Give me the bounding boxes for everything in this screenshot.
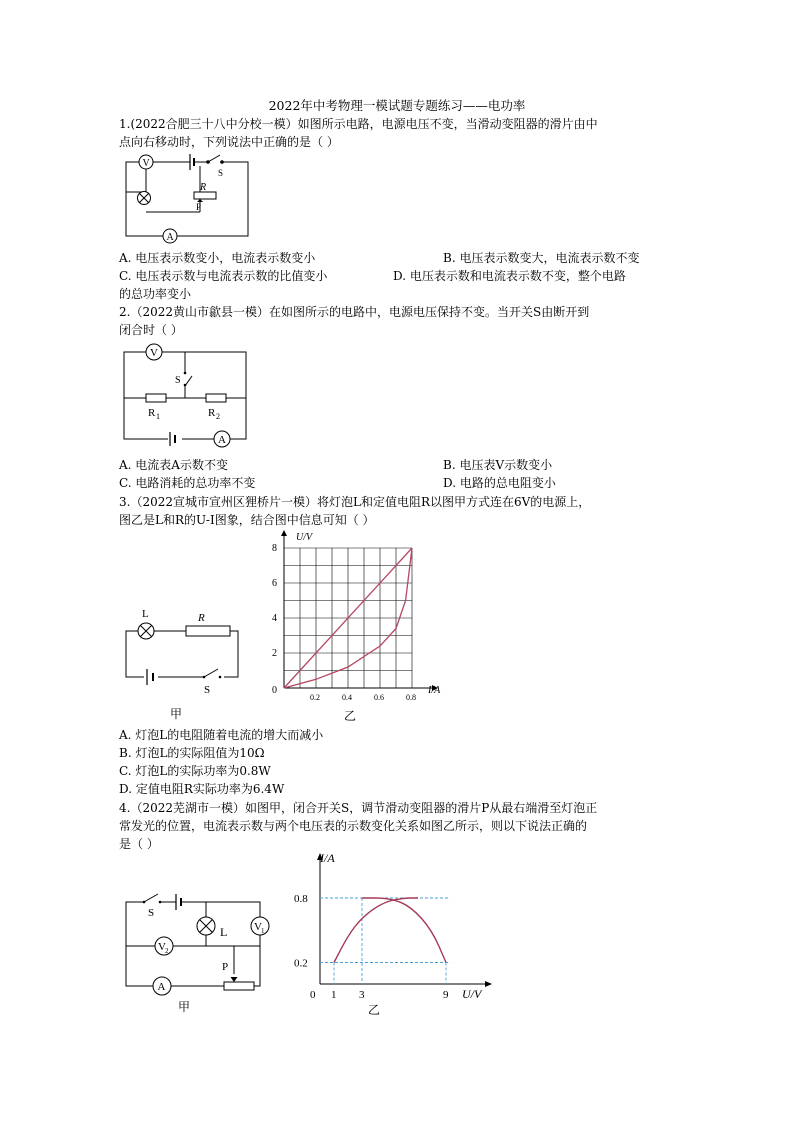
y-tick-label: 2 <box>272 648 277 659</box>
y-tick-label: 0.2 <box>294 957 308 970</box>
q4-stem-line3: 是（ ） <box>119 837 159 851</box>
q1-option-c: C. 电压表示数与电流表示数的比值变小 <box>119 269 328 283</box>
q1-ammeter-label: A <box>166 232 174 243</box>
q3-switch-label: S <box>204 684 211 696</box>
q2-resistor-r2-icon <box>206 394 226 402</box>
q2-ammeter-label: A <box>218 434 226 446</box>
q2-r2-label: R <box>208 407 216 419</box>
q4-circuit-diagram <box>120 888 280 1016</box>
q2-switch-label: S <box>175 375 181 386</box>
q1-circuit-diagram <box>120 152 260 246</box>
x-tick-label: 0.2 <box>310 693 320 702</box>
q4-v2-label: V <box>158 941 166 953</box>
q2-resistor-r1-icon <box>146 394 166 402</box>
q1-stem-line2: 点向右移动时，下列说法中正确的是（ ） <box>119 135 339 149</box>
x-tick-label: 0.8 <box>406 693 416 702</box>
q3-chart-origin: 0 <box>272 685 277 696</box>
x-tick-label: 0.4 <box>342 693 352 702</box>
x-axis-arrow <box>485 981 492 987</box>
q3-caption-jia: 甲 <box>170 707 183 721</box>
q3-circuit-diagram <box>120 605 250 723</box>
q1-switch-label: S <box>218 168 224 178</box>
q4-caption-yi: 乙 <box>368 1003 381 1017</box>
q1-stem-line1: 1.(2022合肥三十八中分校一模）如图所示电路，电源电压不变，当滑动变阻器的滑片由中 <box>119 117 598 131</box>
page-title: 2022年中考物理一模试题专题练习——电功率 <box>268 98 526 113</box>
x-tick-label: 0.6 <box>374 693 384 702</box>
y-tick-label: 0.8 <box>294 893 308 905</box>
q2-r1-subscript: 1 <box>156 412 160 421</box>
x-tick-label: 9 <box>443 989 449 1001</box>
q1-resistor-label: R <box>200 182 207 193</box>
q3-resistor-icon <box>186 626 230 636</box>
series-curve-1 <box>334 898 418 963</box>
q2-option-b: B. 电压表V示数变小 <box>443 458 553 472</box>
x-tick-label: 1 <box>331 989 337 1001</box>
q2-stem-line2: 闭合时（ ） <box>119 323 183 337</box>
q1-option-d: D. 电压表示数和电流表示数不变，整个电路 <box>393 269 626 283</box>
q1-voltmeter-label: V <box>142 158 150 169</box>
q3-caption-yi: 乙 <box>344 709 357 723</box>
q3-option-b: B. 灯泡L的实际阻值为10Ω <box>119 746 265 760</box>
q3-option-c: C. 灯泡L的实际功率为0.8W <box>119 764 271 778</box>
q4-chart-ylabel: I/A <box>320 851 335 865</box>
q4-rheostat-icon <box>224 982 254 990</box>
q2-r2-subscript: 2 <box>216 412 220 421</box>
q4-stem-line1: 4.（2022芜湖市一模）如图甲，闭合开关S，调节滑动变阻器的滑片P从最右端滑至灯泡正 <box>119 801 598 815</box>
q3-option-d: D. 定值电阻R实际功率为6.4W <box>119 782 285 796</box>
q3-option-a: A. 灯泡L的电阻随着电流的增大而减小 <box>119 728 324 742</box>
q2-option-d: D. 电路的总电阻变小 <box>443 476 556 490</box>
q4-stem-line2: 常发光的位置，电流表示数与两个电压表的示数变化关系如图乙所示，则以下说法正确的 <box>119 819 588 833</box>
q1-option-b: B. 电压表示数变大，电流表示数不变 <box>443 251 640 265</box>
y-axis-arrow <box>281 530 287 536</box>
q4-lamp-label: L <box>220 925 228 939</box>
q4-ui-chart <box>290 850 500 1020</box>
x-tick-label: 3 <box>359 989 365 1001</box>
q4-ammeter-label: A <box>157 981 166 993</box>
q4-slider-label: P <box>222 961 229 973</box>
q2-option-a: A. 电流表A示数不变 <box>119 458 228 472</box>
q3-stem-line2: 图乙是L和R的U-I图象，结合图中信息可知（ ） <box>119 513 375 527</box>
y-tick-label: 6 <box>272 578 277 589</box>
q4-v2-subscript: 2 <box>165 947 169 955</box>
y-tick-label: 4 <box>272 613 277 624</box>
q4-switch-label: S <box>148 907 155 919</box>
q3-stem-line1: 3.（2022宣城市宣州区狸桥片一模）将灯泡L和定值电阻R以图甲方式连在6V的电源上， <box>119 495 591 509</box>
q1-option-a: A. 电压表示数变小，电流表示数变小 <box>119 251 316 265</box>
q3-chart-xlabel: I/A <box>428 685 441 696</box>
q2-stem-line1: 2.（2022黄山市歙县一模）在如图所示的电路中，电源电压保持不变。当开关S由断开到 <box>119 305 590 319</box>
q3-ui-chart <box>260 528 460 728</box>
q4-caption-jia: 甲 <box>178 1000 191 1014</box>
q4-v1-label: V <box>254 921 262 933</box>
q3-resistor-label: R <box>198 612 205 624</box>
q4-v1-subscript: 1 <box>261 927 265 935</box>
q1-rheostat-icon <box>194 192 216 199</box>
q3-lamp-label: L <box>142 608 149 620</box>
q1-option-d-cont: 的总功率变小 <box>119 287 192 301</box>
q3-chart-ylabel: U/V <box>296 532 313 543</box>
q4-chart-origin: 0 <box>310 989 316 1001</box>
y-tick-label: 8 <box>272 543 277 554</box>
q2-option-c: C. 电路消耗的总功率不变 <box>119 476 256 490</box>
q4-chart-xlabel: U/V <box>462 987 482 1001</box>
q1-slider-label: P <box>196 202 202 212</box>
q2-circuit-diagram <box>120 340 250 450</box>
q2-voltmeter-label: V <box>150 347 158 359</box>
q2-r1-label: R <box>148 407 156 419</box>
